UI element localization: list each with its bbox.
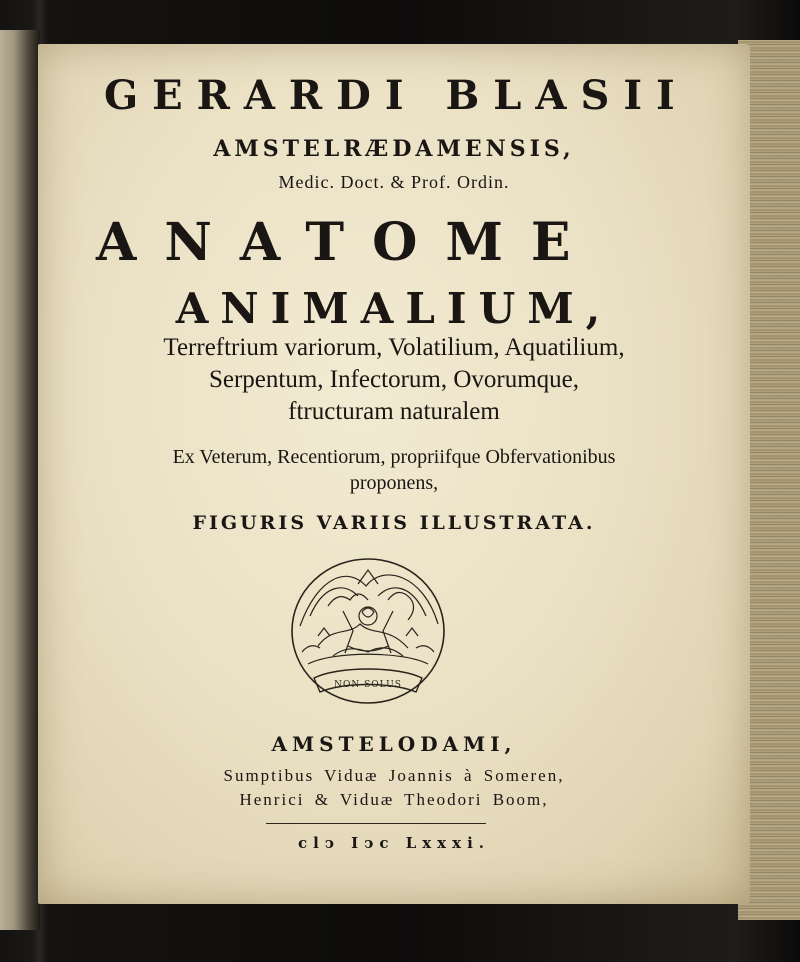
author-title: Medic. Doct. & Prof. Ordin. (278, 172, 510, 192)
imprint-year: clↄ Iↄc Lxxxi. (298, 834, 490, 852)
printers-mark-motto: NON SOLUS (334, 680, 402, 690)
description-line-2: proponens, (349, 472, 439, 494)
figures-note: FIGURIS VARIIS ILLUSTRATA. (192, 512, 596, 534)
book-title-line-2: ANIMALIUM, (175, 284, 613, 333)
author-origin: AMSTELRÆDAMENSIS, (213, 136, 575, 162)
book-title-line-1: ANATOME (96, 212, 599, 273)
imprint-line-1: Sumptibus Viduæ Joannis à Someren, (223, 766, 565, 785)
imprint-place: AMSTELODAMI, (271, 732, 517, 756)
title-page (38, 44, 750, 904)
printers-mark-emblem-icon (288, 556, 448, 706)
subtitle-line-2: Serpentum, Infectorum, Ovorumque, (208, 366, 580, 393)
subtitle-line-1: Terreftrium variorum, Volatilium, Aquatilium, (163, 334, 625, 361)
imprint-line-2: Henrici & Viduæ Theodori Boom, (239, 790, 549, 809)
subtitle-line-3: ftructuram naturalem (288, 398, 500, 425)
book-binding-edge (0, 30, 40, 930)
imprint-rule (266, 823, 486, 824)
description-line-1: Ex Veterum, Recentiorum, propriifque Obfervationibus (172, 446, 616, 468)
author-name: GERARDI BLASII (104, 72, 689, 119)
